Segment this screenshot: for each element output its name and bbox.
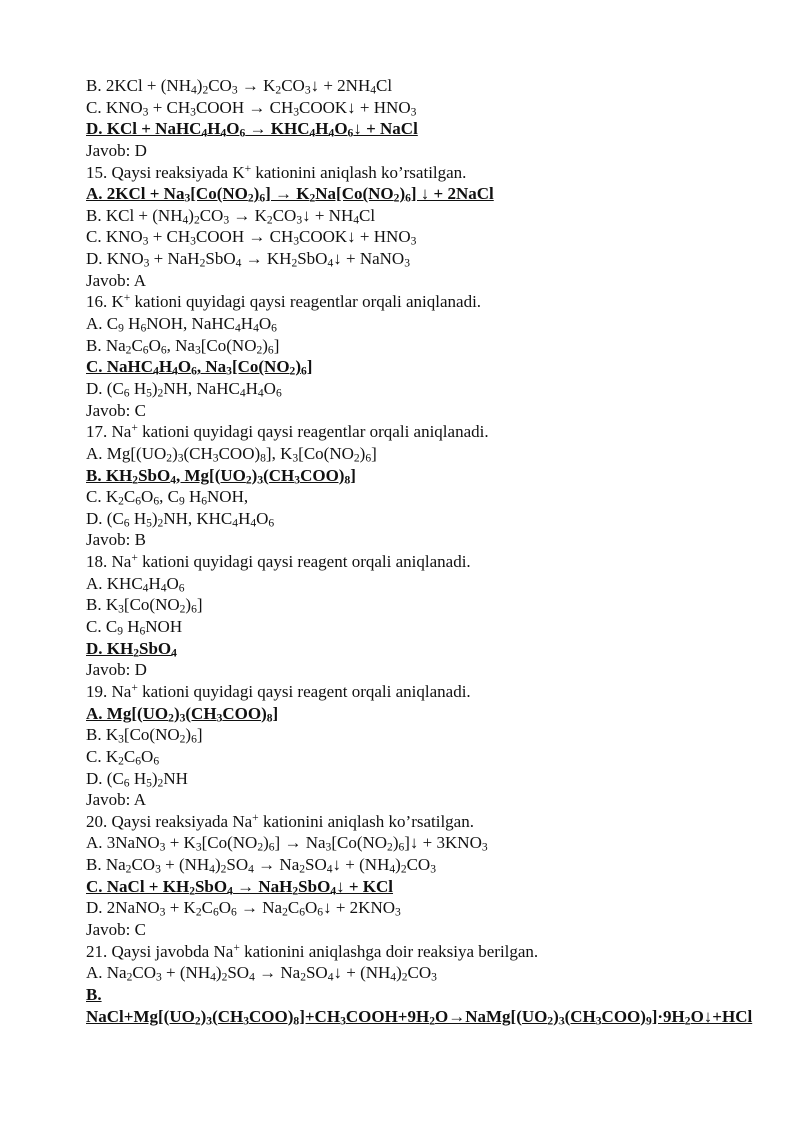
- text-line: 21. Qaysi javobda Na+ kationini aniqlashga doir reaksiya berilgan.: [86, 940, 539, 961]
- text-line: 19. Na+ kationi quyidagi qaysi reagent orqali aniqlanadi.: [86, 681, 471, 701]
- text-line: A. $KHC_4H_4O_6$: [86, 573, 185, 595]
- text-line: B. $2KCl + (NH_4)_2CO_3$ → $K_2CO_3↓ + 2NH_4Cl$: [86, 76, 393, 97]
- answer-option-line: A. $2KCl + Na_3[Co(NO_2)_6] \to K_2Na[Co(NO_2)_6]$ ↓ + 2NaCl: [86, 184, 494, 205]
- text-line: A. $C_9$ $H_6NOH$, $NaHC_4H_4O_6$: [86, 314, 277, 335]
- text-line: B. KCl + $(NH_4)_2CO_3$ → $K_2CO_3↓ + NH_4Cl$: [86, 205, 376, 227]
- text-line: Javob: A: [86, 270, 146, 290]
- text-line: B. $Na_2CO_3 + (NH_4)_2SO_4$ → $Na_2SO_4↓ + (NH_4)_2CO_3$: [86, 855, 436, 876]
- answer-option-line: C. NaCl + $KH_2SbO_4$ → NaH$_2$SbO$_4$↓ + KCl: [86, 876, 394, 898]
- answer-option-line: $NaCl+Mg[(UO_2)_3(CH_3COO)_8]+CH_3COOH+9H_2O\to NaMg[(UO_2)_3(CH_3COO)_9]\cdot 9H_2O↓+HCl$: [86, 1006, 753, 1028]
- text-line: 17. Na+ kationi quyidagi qaysi reagentlar orqali aniqlanadi.: [86, 421, 489, 442]
- text-line: Javob: D: [86, 660, 147, 680]
- answer-option-line: D. $KH_2SbO_4$: [86, 638, 177, 660]
- text-line: C. $K_2C_6O_6$: [86, 746, 160, 768]
- text-line: 15. Qaysi reaksiyada K+ kationini aniqlash ko’rsatilgan.: [86, 161, 467, 182]
- text-line: 18. Na+ kationi quyidagi qaysi reagent orqali aniqlanadi.: [86, 551, 471, 572]
- text-line: B. $Na_2C_6O_6$, $Na_3[Co(NO_2)_6]$: [86, 335, 280, 357]
- text-line: Javob: C: [86, 919, 146, 939]
- text-line: 16. K+ kationi quyidagi qaysi reagentlar orqali aniqlanadi.: [86, 291, 482, 312]
- text-line: Javob: A: [86, 790, 146, 810]
- answer-option-line: B. $KH_2SbO_4$, $Mg[(UO_2)_3(CH_3COO)_8]$: [86, 465, 356, 487]
- text-line: C. $C_9$ $H_6NOH$: [86, 617, 183, 638]
- text-line: D. ($C_6$ $H_5)_2NH$, $KHC_4H_4O_6$: [86, 508, 275, 530]
- text-line: A. $Mg[(UO_2)_3(CH_3COO)_8]$, $K_3[Co(NO_2)_6]$: [86, 443, 377, 465]
- text-line: Javob: B: [86, 530, 146, 550]
- text-line: C. $KNO_3$ + $CH_3COOH$ → $CH_3COOK↓ + HNO_3$: [86, 227, 417, 249]
- answer-option-line: B.: [86, 984, 102, 1004]
- answer-option-line: C. $NaHC_4H_4O_6$, $Na_3[Co(NO_2)_6]$: [86, 357, 313, 378]
- text-line: D. ($C_6$ $H_5)_2NH$, $NaHC_4H_4O_6$: [86, 378, 282, 400]
- answer-option-line: D. KCl + $NaHC_4H_4O_6$ → $KHC_4H_4O_6↓$ + NaCl: [86, 119, 418, 140]
- text-line: A. $Na_2CO_3 + (NH_4)_2SO_4$ → $Na_2SO_4↓ + (NH_4)_2CO_3$: [86, 963, 437, 984]
- text-line: B. $K_3[Co(NO_2)_6]$: [86, 595, 203, 616]
- text-line: D. 2NaNO$_3$ + $K_2C_6O_6$ → $Na_2C_6O_6↓ + 2KNO_3$: [86, 898, 401, 919]
- text-line: D. $KNO_3 + NaH_2SbO_4$ → $KH_2SbO_4↓$ + NaNO$_3$: [86, 249, 410, 270]
- text-line: A. 3NaNO$_3$ + $K_3[Co(NO_2)_6]$ → $Na_3[Co(NO_2)_6]↓ + 3KNO_3$: [86, 833, 488, 854]
- answer-option-line: A. $Mg[(UO_2)_3(CH_3COO)_8]$: [86, 703, 279, 725]
- text-line: Javob: D: [86, 140, 147, 160]
- text-line: 20. Qaysi reaksiyada Na+ kationini aniqlash ko’rsatilgan.: [86, 811, 474, 831]
- document-body: [86, 75, 766, 1027]
- text-line: Javob: C: [86, 400, 146, 420]
- text-line: C. $K_2C_6O_6$, $C_9$ $H_6NOH$,: [86, 487, 249, 508]
- text-line: C. $KNO_3$ + $CH_3COOH$ → $CH_3COOK↓ + HNO_3$: [86, 97, 417, 119]
- text-line: D. ($C_6$ $H_5)_2NH$: [86, 768, 188, 790]
- text-line: B. $K_3[Co(NO_2)_6]$: [86, 725, 203, 746]
